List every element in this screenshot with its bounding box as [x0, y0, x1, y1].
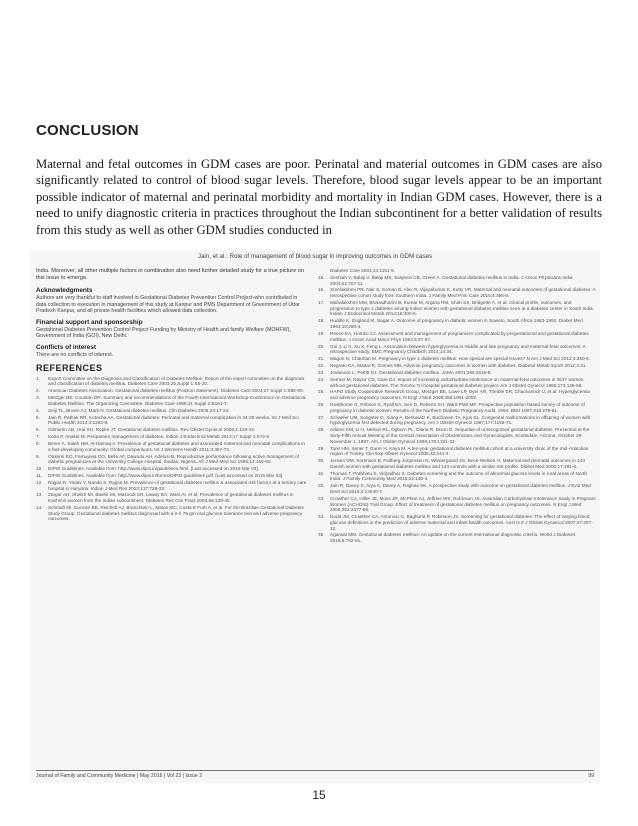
reference-text: Rajput R, Yadav Y, Nanda S, Rajput M. Prevalence of gestational diabetes mellitus & associated risk factors at a tertiary care hospital in Haryana. Indian J Med Res 2013;137:728-33.	[48, 479, 307, 491]
reference-text: Jensen DM, Sorensen B, Feilberg-Jorgensen N, Westergaard JG, Beck-Nielsen H. Maternal and perinatal outcomes in 143 Danish women with gestational diabetes mellitus and 143 controls with a similar risk profile. Diabet Med 2000;17:281-6.	[330, 458, 585, 469]
reference-item	[318, 471, 596, 482]
reference-item	[318, 415, 596, 426]
reference-text: Agarwal MM. Gestational diabetes mellitus: An update on the current international diagnostic criteria. World J Diabetes 2015;6:782-91.	[330, 532, 576, 544]
reference-item	[318, 300, 596, 317]
reference-number: 27.	[318, 414, 325, 420]
reference-item	[318, 363, 596, 369]
ack-text: Authors are very thankful to staff involved in Gestational Diabetes Prevention Control Project-who contributed in data collection to execution in management of this study at Kanpur and PMS Department of Government of Uttar Pradesh Kanpur, and all private health facilities which allowed data collection.	[36, 295, 300, 315]
scanned-journal-page	[30, 250, 600, 783]
reference-number: 34.	[318, 514, 325, 520]
left-column	[36, 268, 308, 523]
reference-number: 19.	[318, 330, 325, 336]
reference-item	[318, 389, 596, 400]
reference-item	[36, 415, 308, 426]
reference-number: 26.	[318, 402, 325, 408]
section-heading: CONCLUSION	[36, 122, 139, 139]
reference-item	[36, 466, 308, 472]
reference-number: 12.	[36, 479, 43, 485]
reference-number: 9.	[36, 453, 40, 459]
reference-text: American Diabetes Association. Gestational diabetes mellitus (Position statement). Diabetes Care 2004;27 Suppl 1:S88-90.	[48, 388, 304, 394]
reference-number: 20.	[318, 343, 325, 349]
page-number: 15	[312, 788, 326, 802]
footer-page: 99	[588, 773, 594, 779]
reference-text: Sermer M, Naylor CD, Gare DJ. Impact of increasing carbohydrate intolerance on maternal-fetal outcomes in 3637 women without gestational diabetes. The Toronto Tri-hospital gestational diabetes project. Am J Obstet Gynecol 1995;173:146-56.	[330, 376, 584, 388]
reference-text: Kalra P, Anakal M. Peripartum management of diabetes. Indian J Endocrinol Metab 2013;17 Suppl 1:S72-6.	[48, 434, 271, 440]
reference-item	[318, 496, 596, 513]
reference-item	[318, 402, 596, 413]
reference-item	[36, 434, 308, 440]
reference-number: 10.	[36, 466, 43, 472]
reference-text: Gilmartin AB, Ural SH, Repke JT. Gestational diabetes mellitus. Rev Obstet Gynecol 2008;1:129-34.	[48, 427, 256, 433]
reference-text: Expert Committee on the Diagnosis and Classification of Diabetes Mellitus. Report of the expert committee on the diagnosis and classification of diabetes mellitus. Diabetes Care 2003;26 Suppl 1:S5-20.	[48, 375, 305, 387]
funding-heading: Financial support and sponsorship	[36, 318, 143, 326]
reference-text: Schaefer UM, Songster G, Xiang A, Berkowitz K, Buchanan TA, Kjos SL. Congenital malformations in offspring of women with hyperglycemia first detected during pregnancy. Am J Obstet Gynecol 1997;177:1165-71.	[330, 414, 591, 426]
reference-item	[36, 427, 308, 433]
reference-item	[318, 268, 596, 274]
reference-item	[318, 287, 596, 298]
reference-text: Adams KM, Li H, Nelson RL, Ogburn PL, Diana R. Dixon D. Sequelae of unrecognized gestational diabetes. Presented at the Sixty-Fifth Annual Meeting of the Central Association of Obstetricians and Gynecologists, Scottsdale, Arizona, October 29-November 1, 1997. Am J Obstet Gynecol 1998;178:1321-32.	[330, 427, 590, 444]
reference-text: Otolorin EO, Famuyiwa OO, Bella AF, Dawodu AH, Adelusi B. Reproductive performance following active management of diabetic pregnancies at the University College Hospital, Ibadan, Nigeria. Afr J Med Med Sci 1985;14:155-60.	[48, 453, 299, 465]
reference-item	[318, 275, 596, 286]
reference-number: 30.	[318, 458, 325, 464]
reference-item	[318, 318, 596, 329]
reference-item	[36, 441, 308, 452]
reference-text: Mahalakshmi MM, Bhavadharini B, Kumar M, Anjana RM, Shah SS, Bridgette A, et al. Clinical profile, outcomes, and progression to type 2 diabetes among Indian women with gestational diabetes mellitus seen at a diabetes center in South India. Indian J Endocrinol Metab 2014;18:400-6.	[330, 300, 594, 317]
reference-number: 33.	[318, 495, 325, 501]
reference-item	[36, 395, 308, 406]
reference-item	[318, 446, 596, 457]
conflict-text: There are no conflicts of interest.	[36, 351, 114, 358]
reference-text: Seiji TL, Brown AJ, Mark N. Gestational diabetes mellitus. Clin Diabetes 2005;23:17-24.	[48, 407, 230, 413]
reference-number: 21.	[318, 356, 325, 362]
reference-item	[36, 408, 308, 414]
conflict-heading: Conflicts of interest	[36, 343, 97, 351]
funding-text: Gestational Diabetes Prevention Control Project Funding by Ministry of Health and family Welfare (MOHFW), Government of India (GOI), New Delhi.	[36, 326, 291, 340]
reference-item	[36, 388, 308, 394]
reference-text: Bener A, Saleh NM, Al-Hamaq A. Prevalence of gestational diabetes and associated maternal and neonatal complications in a fast-developing community: Global comparisons. Int J Womens Health 2011;3:367-73.	[48, 440, 305, 452]
reference-item	[36, 454, 308, 465]
reference-text: Thomas T, Prabhatu S, Vidyadhar S. Diabetes screening and the outcome of abnormal glucose levels in rural areas of North India. J Family Community Med 2015;22:140-4.	[330, 470, 587, 482]
journal-footer	[36, 770, 594, 779]
reference-item	[318, 370, 596, 376]
reference-text: Huddle K, England M, Nagar A. Outcome of pregnancy in diabetic women in Soweto, South Africa 1983-1992. Diabet Med 1993;10:290-4.	[330, 318, 583, 330]
references-list-left	[36, 376, 308, 523]
reference-number: 13.	[36, 492, 43, 498]
reference-number: 23.	[318, 369, 325, 375]
reference-item	[36, 492, 308, 503]
intro-text: India. Moreover, all other multiple factors in combination also need further detailed study for a true picture on this issue to emerge.	[36, 268, 305, 281]
reference-item	[318, 458, 596, 469]
reference-item	[318, 356, 596, 362]
reference-number: 7.	[36, 434, 40, 440]
reference-number	[318, 268, 330, 274]
reference-item	[36, 480, 308, 491]
reference-number: 35.	[318, 532, 325, 538]
reference-number: 24.	[318, 376, 325, 382]
reference-number: 17.	[318, 300, 325, 306]
reference-number: 4.	[36, 407, 40, 413]
footer-journal: Journal of Family and Community Medicine | May 2016 | Vol 23 | Issue 2	[36, 773, 203, 779]
reference-text: Jain R, Davey S, Arya S, Davey A, Raghav SK. A prospective study with outcome on gestational diabetes mellitus. J Evol Med Dent Sci 2015;4:13640-7.	[330, 483, 591, 494]
ack-heading: Acknowledgments	[36, 287, 93, 294]
reference-number: 2.	[36, 388, 40, 394]
reference-number: 3.	[36, 395, 40, 401]
reference-text: Sreelakshmi PR, Nair S, Soman B, Alex R, Vijayakumar K, Kutty VR. Maternal and neonatal outcomes of gestational diabetes: A retrospective cohort study from Southern India. J Family Med Prim Care 2015;4:395-8.	[330, 287, 596, 299]
reference-text: DIPSI Guidelines. Available from: http://www.dipsi.in/guidelines.html. [Last accessed on 2016 Mar 03].	[48, 466, 259, 472]
reference-item	[36, 376, 308, 387]
reference-text: Jovanovic L, Pettitt DJ. Gestational diabetes mellitus. JAMA 2001;286:2516-8.	[330, 369, 492, 375]
reference-number: 6.	[36, 427, 40, 433]
right-column	[318, 268, 596, 545]
reference-number: 14.	[36, 505, 43, 511]
reference-number: 22.	[318, 363, 325, 369]
reference-text: Crowther CA, Hiller JE, Moss JR, McPhee AJ, Jeffries WS, Robinson JS. Australian Carbohydrate Intolerance Study in Pregnant Women (ACHOIS) Trial Group. Effect of treatment of gestational diabetes mellitus on pregnancy outcomes. N Engl J Med 2005;352:2477-86.	[330, 495, 596, 513]
reference-number: 28.	[318, 427, 325, 433]
reference-number: 29.	[318, 445, 325, 451]
reference-number: 25.	[318, 389, 325, 395]
reference-item	[318, 331, 596, 342]
reference-number: 15.	[318, 274, 325, 280]
reference-number: 11.	[36, 472, 43, 478]
reference-number: 8.	[36, 440, 40, 446]
reference-item	[318, 344, 596, 355]
reference-text: Negrato CA, Mattar R, Gomes MB. Adverse pregnancy outcomes in women with diabetes. Diabetol Metab Syndr 2012;4:41.	[330, 363, 587, 369]
references-heading: REFERENCES	[36, 362, 103, 373]
reference-item	[318, 532, 596, 543]
reference-text: HAPO Study Cooperative Research Group, Metzger BE, Lowe LP, Dyer AR, Trimble ER, Chaovarindr U, et al. Hyperglycemia and adverse pregnancy outcomes. N Engl J Med 2008;358:1991-2002.	[330, 389, 590, 401]
reference-item	[318, 427, 596, 444]
reference-text: Zargar AH, Sheikh MI, Bashir MI, Masoodi SR, Laway BA, Wani AI, et al. Prevalence of gestational diabetes mellitus in Kashmiri women from the Indian subcontinent. Diabetes Res Clin Pract 2004;66:139-45.	[48, 492, 294, 504]
reference-text: Hawthorne G, Robson S, Ryall EA, Sen D, Roberts SH, Ward Platt MP. Prospective population based survey of outcome of pregnancy in diabetic women: Results of the Northern Diabetic Pregnancy Audit, 1994. BMJ 1997;315:279-81.	[330, 402, 585, 413]
reference-text: Jain R, Pathak RR, Kotecha AA. Gestational diabetes: Perinatal and maternal complication in 24-28 weeks. Int J Med Sci Public Health 2014;3:1283-8.	[48, 414, 299, 426]
reference-item	[36, 473, 308, 479]
reference-text: Schmidt MI, Duncan BB, Reichelt AJ, Branchtein L, Matos MC, Costa E Forti A, et al. For the Brazilian Gestational Diabetes Study Group. Gestational diabetes mellitus diagnosed with a 2-h 75 gm oral glucose tolerance test and adverse pregnancy outcomes.	[48, 505, 304, 522]
reference-number: 18.	[318, 318, 325, 324]
reference-text: Reece EA, Homko CJ. Assessment and management of pregnancies complicated by pregestational and gestational diabetes mellitus. J Assoc Acad Minor Phys 1994;5:87-97.	[330, 330, 589, 342]
reference-number: 31.	[318, 470, 325, 476]
reference-number: 32.	[318, 483, 325, 489]
reference-text: Gui J, Li A, Su X, Feng L. Association between hyperglycemia in middle and late pregnancy and maternal-fetal outcomes: A retrospective study. BMC Pregnancy Childbirth 2014;14:34.	[330, 343, 586, 355]
reference-item	[318, 483, 596, 494]
running-title: Jain, et al.: Role of management of blood sugar in improving outcomes in GDM cases	[197, 253, 433, 260]
reference-number: 1.	[36, 375, 40, 381]
references-list-right	[318, 268, 596, 544]
reference-text: Magon N, Chauhan M. Pregnancy in type 1 diabetes mellitus: How special are special issues? N Am J Med Sci 2012;4:250-6.	[330, 356, 591, 362]
reference-item	[318, 514, 596, 531]
conclusion-paragraph: Maternal and fetal outcomes in GDM cases are poor. Perinatal and material outcomes in GDM cases are also significantly related to control of blood sugar levels. Therefore, blood sugar levels appear to be an important possible indicator of maternal and perinatal morbidity and mortality in Indian GDM cases. However, there is a need to unify diagnostic criteria in practices throughout the Indian subcontinent for a better validation of results from this study as well as other GDM studies conducted in	[36, 157, 602, 237]
reference-text: Tanir HM, Sener T, Gurer H, Kaya M. A ten-year gestational diabetes mellitus cohort at a university clinic of the mid-Anatolian region of Turkey. Clin Exp Obstet Gynecol 2005;32:241-4.	[330, 445, 589, 457]
reference-item	[36, 505, 308, 522]
reference-number: 16.	[318, 287, 325, 293]
reference-text: Dodd JM, Crowther CA, Antoniou G, Baghurst P, Robinson JS. Screening for gestational diabetes: The effect of varying blood glucose definitions in the prediction of adverse maternal and infant health outcomes. Aust N Z J Obstet Gynaecol 2007;47:307-12.	[330, 514, 593, 531]
reference-text: Diabetes Care 2001;24:1151-5.	[330, 268, 396, 273]
reference-item	[318, 377, 596, 388]
reference-text: DIPSI Guidelines. Available from: http://www.dipsi.in/forms/DIPSI-guidelines.pdf. [Last accessed on 2016 Mar 03].	[48, 472, 284, 478]
reference-number: 5.	[36, 414, 40, 420]
reference-text: Metzger BE, Coustan DR. Summary and recommendations of the Fourth International Workshop-Conference on Gestational Diabetes Mellitus. The Organizing Committee. Diabetes Care 1998;21 Suppl 2:B161-7.	[48, 395, 306, 406]
reference-text: Seshiah V, Balaji V, Balaji MS, Sanjeevi CB, Green A. Gestational diabetes mellitus in India. J Assoc Physicians India 2004;52:707-11.	[330, 274, 573, 286]
